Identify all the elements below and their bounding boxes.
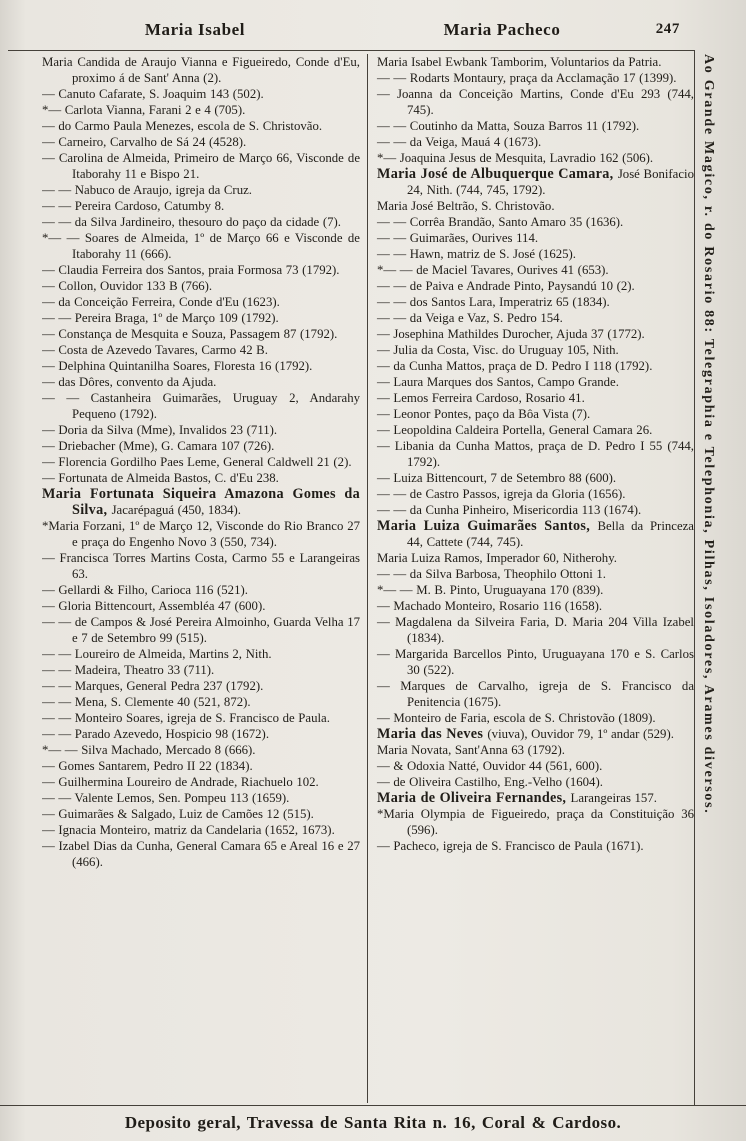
directory-entry: — Guilhermina Loureiro de Andrade, Riachuelo 102. <box>42 775 319 789</box>
directory-entry: *— — de Maciel Tavares, Ourives 41 (653). <box>377 263 609 277</box>
directory-entry: Maria Novata, Sant'Anna 63 (1792). <box>377 743 565 757</box>
directory-entry: — — Nabuco de Araujo, igreja da Cruz. <box>42 183 252 197</box>
directory-entry: — Margarida Barcellos Pinto, Uruguayana 170 e S. Carlos 30 (522). <box>377 647 694 677</box>
directory-entry: — — de Castro Passos, igreja da Gloria (1656). <box>377 487 626 501</box>
side-advertisement-text: Ao Grande Magico, r. do Rosario 88: Telegraphia e Telephonia, Pilhas, Isoladores, Arames diversos. <box>701 54 716 815</box>
directory-entry: — Constança de Mesquita e Souza, Passagem 87 (1792). <box>42 327 338 341</box>
directory-entry: — — Corrêa Brandão, Santo Amaro 35 (1636). <box>377 215 624 229</box>
directory-entry: — — Castanheira Guimarães, Uruguay 2, Andarahy Pequeno (1792). <box>42 391 360 421</box>
directory-entry: — — da Cunha Pinheiro, Misericordia 113 (1674). <box>377 503 642 517</box>
directory-entry: — — Madeira, Theatro 33 (711). <box>42 663 215 677</box>
running-head-right: Maria Pacheco <box>443 20 561 39</box>
directory-entry: — Izabel Dias da Cunha, General Camara 65 e Areal 16 e 27 (466). <box>42 839 360 869</box>
directory-entry: — Libania da Cunha Mattos, praça de D. Pedro I 55 (744, 1792). <box>377 439 694 469</box>
directory-entry: — Magdalena da Silveira Faria, D. Maria 204 Villa Izabel (1834). <box>377 615 694 645</box>
directory-entry: Maria Fortunata Siqueira Amazona Gomes da Silva, Jacarépaguá (450, 1834). <box>42 486 360 518</box>
directory-entry: — Leopoldina Caldeira Portella, General Camara 26. <box>377 423 653 437</box>
running-head-left: Maria Isabel <box>144 20 246 39</box>
directory-entry: — Lemos Ferreira Cardoso, Rosario 41. <box>377 391 585 405</box>
directory-entry: — Gellardi & Filho, Carioca 116 (521). <box>42 583 248 597</box>
directory-entry: — Francisca Torres Martins Costa, Carmo 55 e Larangeiras 63. <box>42 551 360 581</box>
directory-entry: — Fortunata de Almeida Bastos, C. d'Eu 238. <box>42 471 279 485</box>
directory-entry: Maria José Beltrão, S. Christovão. <box>377 199 555 213</box>
directory-entry: — — da Silva Jardineiro, thesouro do paço da cidade (7). <box>42 215 341 229</box>
entry-name-bold: Maria Fortunata Siqueira Amazona Gomes da Silva, <box>42 486 360 518</box>
directory-entry: — — da Silva Barbosa, Theophilo Ottoni 1. <box>377 567 606 581</box>
directory-entry: — Guimarães & Salgado, Luiz de Camões 12 (515). <box>42 807 314 821</box>
directory-columns <box>42 54 694 1103</box>
directory-entry: — de Oliveira Castilho, Eng.-Velho (1604). <box>377 775 603 789</box>
directory-entry: — Marques de Carvalho, igreja de S. Francisco da Penitencia (1675). <box>377 679 694 709</box>
directory-entry: — Ignacia Monteiro, matriz da Candelaria (1652, 1673). <box>42 823 335 837</box>
directory-entry: — Florencia Gordilho Paes Leme, General Caldwell 21 (2). <box>42 455 352 469</box>
directory-entry: — Doria da Silva (Mme), Invalidos 23 (711). <box>42 423 278 437</box>
directory-entry: — — de Campos & José Pereira Almoinho, Guarda Velha 17 e 7 de Setembro 99 (515). <box>42 615 360 645</box>
footer-advertisement: Deposito geral, Travessa de Santa Rita n. 16, Coral & Cardoso. <box>0 1105 746 1141</box>
directory-entry: — — Hawn, matriz de S. José (1625). <box>377 247 576 261</box>
directory-entry: — — Marques, General Pedra 237 (1792). <box>42 679 264 693</box>
directory-entry: — Carneiro, Carvalho de Sá 24 (4528). <box>42 135 247 149</box>
directory-entry: — — Mena, S. Clemente 40 (521, 872). <box>42 695 251 709</box>
directory-entry: Maria Isabel Ewbank Tamborim, Voluntarios da Patria. <box>377 55 662 69</box>
entry-name-bold: Maria José de Albuquerque Camara, <box>377 166 618 182</box>
directory-entry: — — Valente Lemos, Sen. Pompeu 113 (1659). <box>42 791 290 805</box>
directory-entry: — do Carmo Paula Menezes, escola de S. Christovão. <box>42 119 323 133</box>
directory-entry: — — dos Santos Lara, Imperatriz 65 (1834). <box>377 295 610 309</box>
directory-entry: — — Pereira Braga, 1º de Março 109 (1792). <box>42 311 279 325</box>
directory-entry: — — Loureiro de Almeida, Martins 2, Nith. <box>42 647 272 661</box>
entry-name-bold: Maria de Oliveira Fernandes, <box>377 790 571 806</box>
directory-entry: — Luiza Bittencourt, 7 de Setembro 88 (600). <box>377 471 617 485</box>
directory-entry: — — Guimarães, Ourives 114. <box>377 231 539 245</box>
running-head <box>0 20 694 46</box>
directory-entry: — Collon, Ouvidor 133 B (766). <box>42 279 213 293</box>
directory-entry: — Leonor Pontes, paço da Bôa Vista (7). <box>377 407 591 421</box>
directory-entry: *— — M. B. Pinto, Uruguayana 170 (839). <box>377 583 604 597</box>
directory-entry: — da Cunha Mattos, praça de D. Pedro I 118 (1792). <box>377 359 653 373</box>
directory-entry: Maria das Neves (viuva), Ouvidor 79, 1º andar (529). <box>377 726 674 742</box>
directory-entry: *— Joaquina Jesus de Mesquita, Lavradio 162 (506). <box>377 151 654 165</box>
directory-entry: — Costa de Azevedo Tavares, Carmo 42 B. <box>42 343 268 357</box>
directory-entry: — Joanna da Conceição Martins, Conde d'Eu 293 (744, 745). <box>377 87 694 117</box>
directory-entry: — das Dôres, convento da Ajuda. <box>42 375 217 389</box>
directory-entry: — — Rodarts Montaury, praça da Acclamação 17 (1399). <box>377 71 677 85</box>
right-column <box>368 54 694 1103</box>
directory-entry: *— — Soares de Almeida, 1º de Março 66 e Visconde de Itaborahy 11 (666). <box>42 231 360 261</box>
entry-name-bold: Maria Luiza Guimarães Santos, <box>377 518 598 534</box>
directory-entry: — — Parado Azevedo, Hospicio 98 (1672). <box>42 727 270 741</box>
directory-entry: *Maria Forzani, 1º de Março 12, Visconde do Rio Branco 27 e praça do Engenho Novo 3 (550, 734). <box>42 519 360 549</box>
directory-entry: — — de Paiva e Andrade Pinto, Paysandú 10 (2). <box>377 279 635 293</box>
header-rule <box>8 50 694 51</box>
directory-entry: *— — Silva Machado, Mercado 8 (666). <box>42 743 256 757</box>
left-column <box>42 54 368 1103</box>
directory-entry: — & Odoxia Natté, Ouvidor 44 (561, 600). <box>377 759 603 773</box>
directory-entry: — Gloria Bittencourt, Assembléa 47 (600). <box>42 599 266 613</box>
directory-entry: — Driebacher (Mme), G. Camara 107 (726). <box>42 439 275 453</box>
page-number: 247 <box>655 21 680 37</box>
directory-entry: — Gomes Santarem, Pedro II 22 (1834). <box>42 759 253 773</box>
directory-entry: — Josephina Mathildes Durocher, Ajuda 37 (1772). <box>377 327 645 341</box>
directory-entry: — Monteiro de Faria, escola de S. Christovão (1809). <box>377 711 656 725</box>
directory-entry: — — Pereira Cardoso, Catumby 8. <box>42 199 225 213</box>
directory-entry: — Delphina Quintanilha Soares, Floresta 16 (1792). <box>42 359 313 373</box>
directory-entry: *Maria Olympia de Figueiredo, praça da Constituição 36 (596). <box>377 807 694 837</box>
directory-entry: — Pacheco, igreja de S. Francisco de Paula (1671). <box>377 839 644 853</box>
directory-entry: — Claudia Ferreira dos Santos, praia Formosa 73 (1792). <box>42 263 340 277</box>
directory-entry: — Canuto Cafarate, S. Joaquim 143 (502). <box>42 87 264 101</box>
directory-entry: Maria Luiza Guimarães Santos, Bella da Princeza 44, Cattete (744, 745). <box>377 518 694 549</box>
directory-entry: — — da Veiga, Mauá 4 (1673). <box>377 135 542 149</box>
directory-entry: *— Carlota Vianna, Farani 2 e 4 (705). <box>42 103 246 117</box>
directory-entry: Maria de Oliveira Fernandes, Larangeiras 157. <box>377 790 657 806</box>
directory-entry: — Carolina de Almeida, Primeiro de Março 66, Visconde de Itaborahy 11 e Bispo 21. <box>42 151 360 181</box>
directory-entry: Maria José de Albuquerque Camara, José Bonifacio 24, Nith. (744, 745, 1792). <box>377 166 694 197</box>
entry-name-bold: Maria das Neves <box>377 726 488 742</box>
directory-entry: Maria Luiza Ramos, Imperador 60, Nitherohy. <box>377 551 617 565</box>
directory-entry: — da Conceição Ferreira, Conde d'Eu (1623). <box>42 295 280 309</box>
directory-entry: — — da Veiga e Vaz, S. Pedro 154. <box>377 311 563 325</box>
directory-entry: — — Coutinho da Matta, Souza Barros 11 (1792). <box>377 119 640 133</box>
directory-entry: — — Monteiro Soares, igreja de S. Francisco de Paula. <box>42 711 330 725</box>
directory-entry: Maria Candida de Araujo Vianna e Figueiredo, Conde d'Eu, proximo á de Sant' Anna (2). <box>42 55 360 85</box>
side-advertisement <box>694 50 746 1105</box>
directory-entry: — Machado Monteiro, Rosario 116 (1658). <box>377 599 603 613</box>
directory-entry: — Julia da Costa, Visc. do Uruguay 105, Nith. <box>377 343 619 357</box>
directory-entry: — Laura Marques dos Santos, Campo Grande. <box>377 375 619 389</box>
